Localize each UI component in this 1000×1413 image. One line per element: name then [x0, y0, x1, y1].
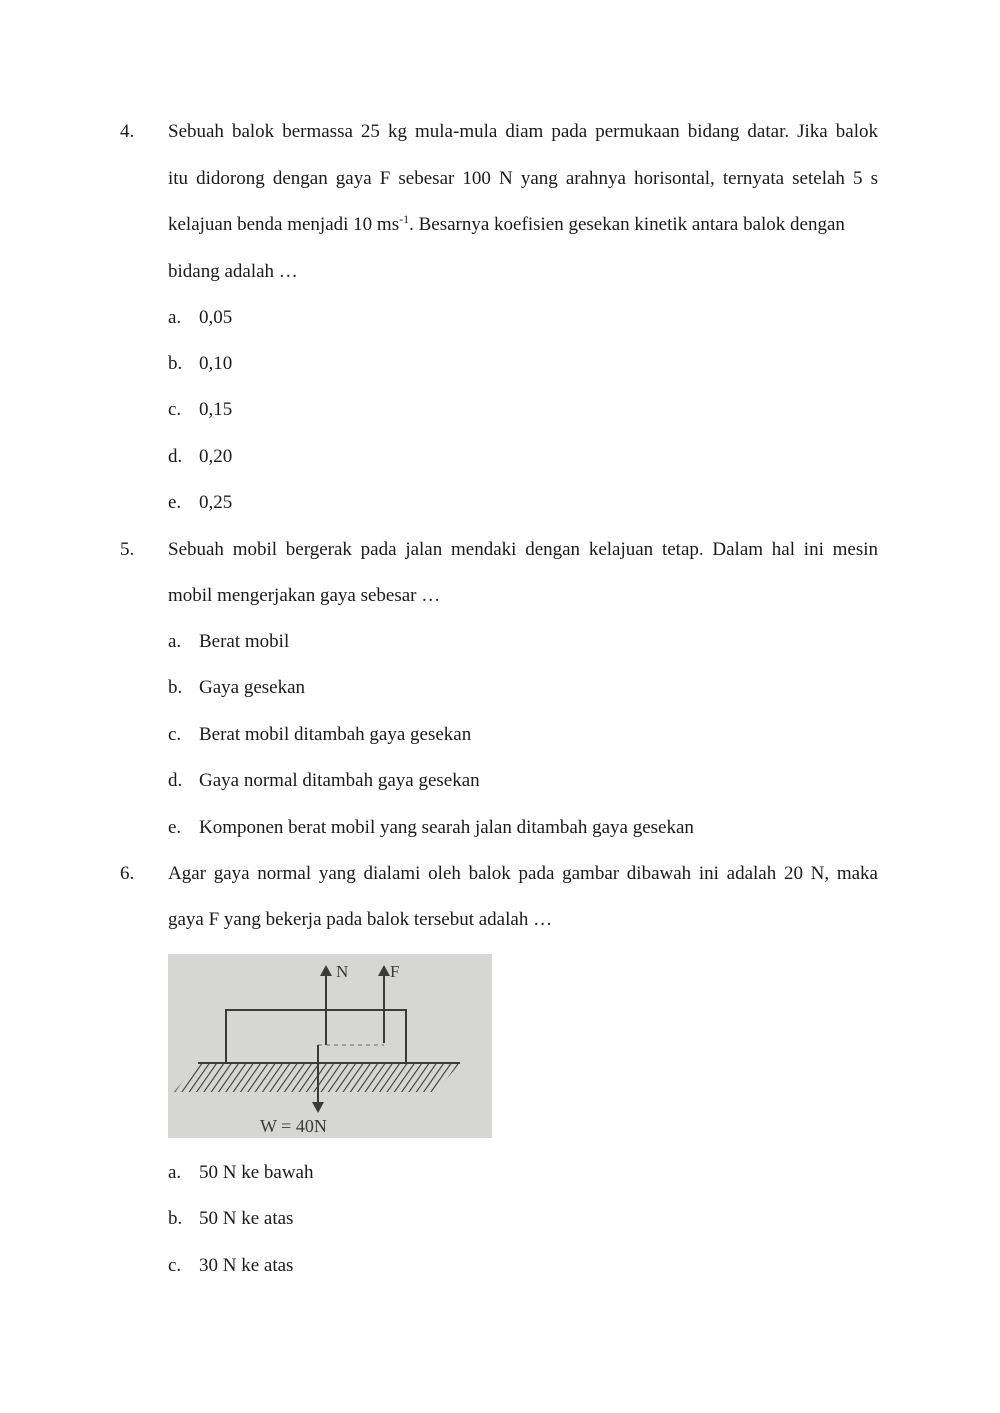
figure-background: [168, 954, 492, 1138]
question-5-option-d[interactable]: Gaya normal ditambah gaya gesekan: [199, 770, 480, 791]
question-5-option-a-letter: a.: [168, 631, 182, 652]
question-4-option-b[interactable]: 0,10: [199, 353, 233, 374]
question-4-option-e-letter: e.: [168, 492, 182, 513]
question-6-option-b[interactable]: 50 N ke atas: [199, 1208, 294, 1229]
question-6-number: 6.: [120, 863, 135, 884]
question-5-option-c[interactable]: Berat mobil ditambah gaya gesekan: [199, 724, 472, 745]
question-4-option-e[interactable]: 0,25: [199, 492, 233, 513]
question-6-option-c[interactable]: 30 N ke atas: [199, 1255, 294, 1276]
question-5-option-b[interactable]: Gaya gesekan: [199, 677, 306, 698]
question-4-option-d[interactable]: 0,20: [199, 446, 233, 467]
question-4-option-a[interactable]: 0,05: [199, 307, 233, 328]
question-5-option-d-letter: d.: [168, 770, 183, 791]
unit-exponent: -1: [399, 212, 410, 226]
question-4-text-line-3: [168, 213, 845, 237]
question-6-text-line-1: Agar gaya normal yang dialami oleh balok pada gambar dibawah ini adalah 20 N, maka: [168, 863, 878, 884]
question-4-option-b-letter: b.: [168, 353, 183, 374]
question-5-option-e[interactable]: Komponen berat mobil yang searah jalan ditambah gaya gesekan: [199, 817, 694, 838]
applied-force-label: F: [390, 962, 400, 981]
normal-force-label: N: [336, 962, 349, 981]
question-5-text-line-1: Sebuah mobil bergerak pada jalan mendaki dengan kelajuan tetap. Dalam hal ini mesin: [168, 539, 878, 560]
question-4-line-3-start: kelajuan benda menjadi 10 ms: [168, 214, 400, 235]
question-4-option-c[interactable]: 0,15: [199, 399, 233, 420]
question-6-option-b-letter: b.: [168, 1208, 183, 1229]
question-5-option-c-letter: c.: [168, 724, 182, 745]
question-6-option-a[interactable]: 50 N ke bawah: [199, 1162, 314, 1183]
question-4-number: 4.: [120, 121, 135, 142]
question-6-option-a-letter: a.: [168, 1162, 182, 1183]
weight-label: W = 40N: [260, 1116, 327, 1136]
question-6-option-c-letter: c.: [168, 1255, 182, 1276]
question-4-option-a-letter: a.: [168, 307, 182, 328]
question-4-text-line-1: Sebuah balok bermassa 25 kg mula-mula diam pada permukaan bidang datar. Jika balok: [168, 121, 878, 142]
question-5-number: 5.: [120, 539, 135, 560]
question-4-option-d-letter: d.: [168, 446, 183, 467]
question-5-option-a[interactable]: Berat mobil: [199, 631, 290, 652]
question-4-option-c-letter: c.: [168, 399, 182, 420]
question-6-text-line-2: gaya F yang bekerja pada balok tersebut adalah …: [168, 909, 553, 930]
question-4-text-line-2: itu didorong dengan gaya F sebesar 100 N yang arahnya horisontal, ternyata setelah 5 s: [168, 168, 878, 189]
question-4-line-3-end: . Besarnya koefisien gesekan kinetik antara balok dengan: [409, 214, 845, 235]
question-5-option-e-letter: e.: [168, 817, 182, 838]
question-4-text-line-4: bidang adalah …: [168, 261, 298, 282]
force-diagram-figure: [168, 954, 492, 1138]
question-5-option-b-letter: b.: [168, 677, 183, 698]
question-5-text-line-2: mobil mengerjakan gaya sebesar …: [168, 585, 441, 606]
